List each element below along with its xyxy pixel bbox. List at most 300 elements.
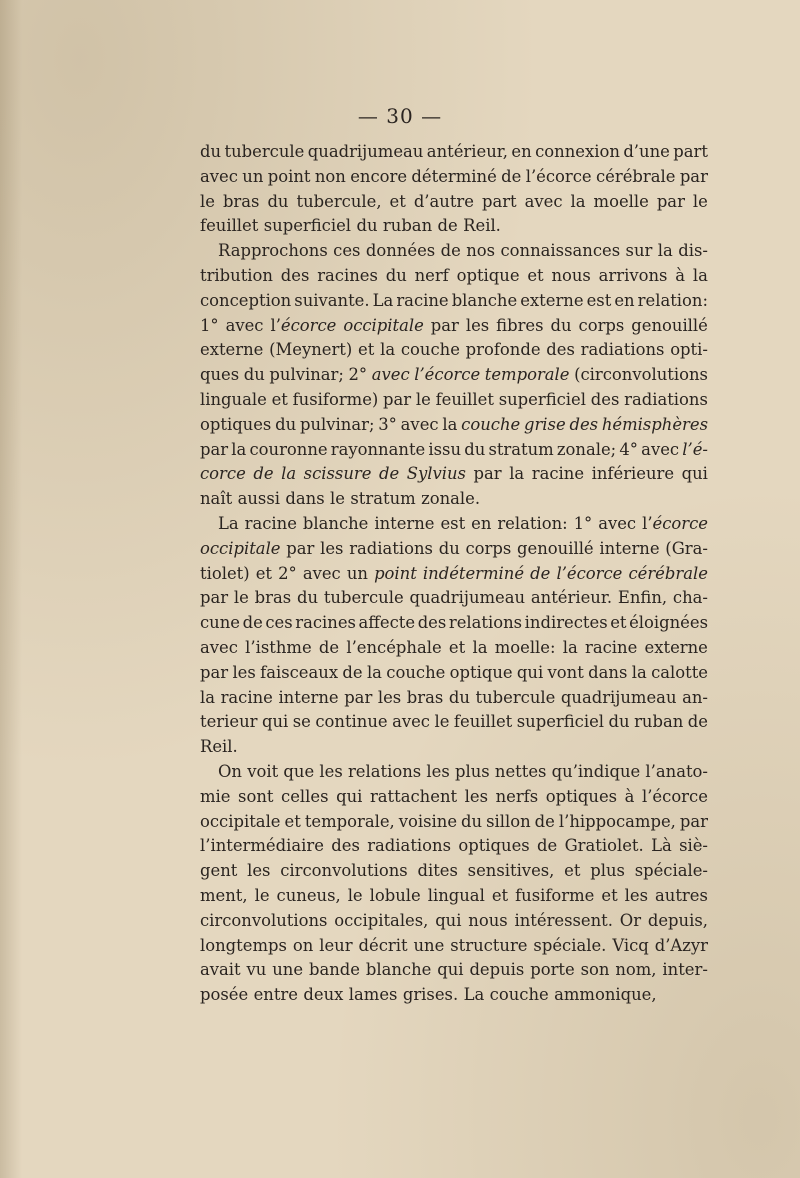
word: radiations [580,340,665,360]
word: l’écorce [270,315,337,335]
word: hémisphères [601,414,708,434]
word: depuis [469,960,525,980]
word: du [267,191,289,211]
word: du [461,811,483,831]
word: les [247,861,271,881]
word: lingual [427,885,485,905]
word: feuillet [200,216,259,236]
word: cérébrale [595,166,676,186]
word: à [675,265,686,285]
text-line [200,710,708,735]
word: dites [417,861,458,881]
word: de [342,662,363,682]
word: un [346,563,368,583]
word: radiations [367,836,451,856]
word: externe [520,290,584,310]
word: nos [466,241,496,261]
word: éloignées [629,613,708,633]
word: quadrijumeau [307,142,424,161]
word: gent [200,861,238,881]
word: en [614,290,635,310]
word: cune [200,613,240,633]
word: par [344,687,373,707]
word: racine [585,637,638,657]
word: avec [392,712,430,732]
word: stratum [350,489,416,509]
word: interne [278,687,339,707]
word: feuillet [435,389,494,409]
text-line [200,512,708,537]
word: occipitale [200,538,281,558]
text-line [200,859,708,884]
word: tubercule [475,687,556,707]
paragraph [200,512,708,760]
word: antérieur. [530,588,613,608]
word: nettes [494,761,547,781]
body-text [200,140,708,1008]
word: relations [347,761,422,781]
word: genouillé [631,315,708,335]
word: 3° [378,414,397,434]
word: inférieure [591,464,675,484]
word: 4° [619,439,638,459]
word: interne [599,538,660,558]
word: racines [295,613,356,633]
word: (circonvolutions [574,365,708,385]
word: naît [200,489,233,509]
word: des [590,389,620,409]
word: spéciale- [634,861,708,881]
word: une [413,935,445,955]
word: sont [238,786,274,806]
word: l’écorce [414,365,481,385]
word: bras [406,687,444,707]
word: radiations [349,538,433,558]
word: conception [200,290,292,310]
word: racine [531,464,585,484]
word: Là [651,836,672,856]
word: du [243,365,265,385]
word: rattachent [369,786,458,806]
word: et [564,861,581,881]
word: lobule [369,885,421,905]
word: structure [450,935,528,955]
text-line [200,562,708,587]
word: porte [530,960,575,980]
word: point [374,563,417,583]
word: vont [547,662,584,682]
word: affecte [358,613,416,633]
word: nous [551,265,591,285]
word: nom, [615,960,657,980]
word: en [511,142,532,161]
word: les [232,662,256,682]
word: on [292,935,314,955]
word: optique [449,662,513,682]
word: du [385,265,407,285]
word: couronne [249,439,328,459]
word: les [624,885,649,905]
text-line [200,785,708,810]
text-line [200,165,708,190]
word: externe [644,637,708,657]
text-line [200,884,708,909]
word: la [442,414,458,434]
word: le [692,191,708,211]
word: interne [374,513,435,533]
word: la [570,191,586,211]
word: et [601,885,618,905]
word: le [330,489,345,509]
word: avec [302,563,341,583]
word: par [200,588,229,608]
word: le [254,885,270,905]
word: avec [400,414,439,434]
text-line [200,909,708,934]
word: par [200,439,229,459]
word: celles [281,786,329,806]
word: blanche [365,960,432,980]
word: couche [386,662,446,682]
text-line [200,363,708,388]
word: dans [588,662,628,682]
text-line [200,314,708,339]
word: vu [246,960,267,980]
text-line [200,934,708,959]
word: l’écorce [641,786,708,806]
word: le [347,885,363,905]
word: du [438,538,460,558]
word: bras [254,588,292,608]
word: posée [200,985,249,1005]
word: superficiel [516,712,605,732]
word: relations [448,613,523,633]
word: l’isthme [245,637,312,657]
word: le [233,588,249,608]
word: racine [396,290,449,310]
text-line [200,661,708,686]
word: d’autre [413,191,474,211]
word: de [501,166,522,186]
word: tubercule [323,588,404,608]
word: qui [336,786,363,806]
word: les [320,538,344,558]
text-line [200,983,708,1008]
word: fusiforme) [292,389,379,409]
word: et [389,191,406,211]
word: couche [400,340,460,360]
word: tiolet) [200,563,250,583]
word: spéciale. [533,935,607,955]
word: de [378,464,400,484]
word: avec [225,315,264,335]
word: de [530,563,551,583]
word: faisceaux [260,662,339,682]
word: qui [681,464,708,484]
word: et [491,885,509,905]
word: les [426,761,450,781]
word: non [314,166,346,186]
word: voisine [398,811,458,831]
word: une [272,960,304,980]
word: des [417,613,447,633]
text-line [200,338,708,363]
word: part [673,142,708,161]
word: de [253,464,274,484]
word: corps [578,315,625,335]
word: encore [350,166,408,186]
word: qui [516,662,544,682]
word: grise [523,414,566,434]
word: bras [222,191,260,211]
word: la [657,241,673,261]
word: temporale [484,365,570,385]
word: du [356,216,378,236]
word: inter- [662,960,708,980]
word: des [546,340,575,360]
word: et [527,265,544,285]
word: lames [348,985,398,1005]
word: ces [265,613,293,633]
word: données [365,241,436,261]
word: et [610,613,627,633]
word: les [465,315,490,335]
word: par [383,389,412,409]
word: deux [303,985,344,1005]
word: depuis, [647,910,708,930]
word: du [296,588,319,608]
text-line [200,214,708,239]
word: l’hippocampe, [558,811,676,831]
word: de [534,811,555,831]
word: zonale. [421,489,481,509]
word: fibres [496,315,544,335]
word: an- [682,687,708,707]
word: scissure [303,464,372,484]
word: corps [465,538,512,558]
word: temporale, [304,811,395,831]
word: antérieur, [426,142,508,161]
word: 2° [278,563,297,583]
word: cuneus, [276,885,341,905]
word: Vicq [612,935,649,955]
word: du [200,142,222,161]
word: sur [625,241,653,261]
word: dans [285,489,325,509]
word: l’é- [682,439,708,459]
word: plus [454,761,490,781]
word: Sylvius [406,464,466,484]
word: d’Azyr [654,935,708,955]
word: la [472,637,488,657]
word: qui [261,712,289,732]
word: Gratiolet. [564,836,644,856]
word: plus [590,861,625,881]
word: l’anato- [645,761,708,781]
word: corce [200,464,246,484]
word: la [509,464,525,484]
word: le [415,389,431,409]
word: fusiforme [515,885,595,905]
word: des [331,836,360,856]
word: des [280,265,310,285]
word: blanche [302,513,369,533]
word: en [471,513,492,533]
text-line [200,636,708,661]
text-line [200,735,708,760]
text-line [200,264,708,289]
word: optiques [458,836,530,856]
word: pulvinar; [269,365,344,385]
word: qui [437,960,464,980]
word: 1° [573,513,593,533]
word: Enfin, [617,588,668,608]
word: optiques [545,786,618,806]
word: du [448,687,470,707]
word: la [562,637,578,657]
word: le [200,191,215,211]
word: sillon [486,811,531,831]
word: ques [200,365,240,385]
word: la [366,662,382,682]
word: avec [641,439,680,459]
word: occipitale [200,811,281,831]
word: avec [524,191,563,211]
word: son [580,960,610,980]
word: La [463,985,485,1005]
word: et [284,811,301,831]
word: les [319,761,343,781]
word: la [692,265,708,285]
word: stratum [488,439,554,459]
word: relation: [497,513,568,533]
word: cérébrale [628,563,708,583]
word: voit [247,761,279,781]
word: la [281,464,297,484]
paragraph [200,760,708,1008]
word: racine [244,513,297,533]
word: couche [489,985,549,1005]
word: La [372,290,394,310]
word: par [430,315,459,335]
text-line [200,586,708,611]
word: 1° [200,315,219,335]
word: occipitale [343,315,424,335]
text-line [200,388,708,413]
word: circonvolutions [280,861,408,881]
word: nerf [414,265,449,285]
word: superficiel [263,216,352,236]
word: circonvolutions [200,910,328,930]
word: point [267,166,311,186]
word: entre [253,985,298,1005]
word: cha- [672,588,708,608]
word: connaissances [500,241,621,261]
word: d’une [623,142,670,161]
word: dis- [678,241,708,261]
text-line [200,487,708,512]
word: les [464,786,489,806]
word: calotte [651,662,708,682]
word: grises. [402,985,459,1005]
word: nous [468,910,508,930]
word: relation: [637,290,708,310]
word: optique [456,265,520,285]
word: 2° [348,365,368,385]
text-line [200,958,708,983]
word: intéressent. [514,910,613,930]
word: et [358,340,375,360]
word: l’écorce [525,166,592,186]
word: feuillet [453,712,513,732]
word: (Meynert) [269,340,353,360]
word: moelle: [494,637,556,657]
text-line [200,462,708,487]
word: Or [619,910,642,930]
word: occipitales, [334,910,429,930]
word: arrivons [598,265,668,285]
word: racine [220,687,273,707]
word: de [687,712,708,732]
page-number: — 30 — [357,104,443,128]
word: de [437,216,458,236]
word: couche [461,414,521,434]
word: suivante. [294,290,370,310]
word: la [631,662,647,682]
word: ces [333,241,361,261]
word: moelle [593,191,649,211]
text-line [200,537,708,562]
text-line [200,190,708,215]
word: du [275,414,297,434]
word: et [271,389,288,409]
word: tubercule [224,142,305,161]
word: déterminé [411,166,497,186]
text-line [200,611,708,636]
word: leur [319,935,353,955]
word: terieur [200,712,258,732]
word: l’encéphale [346,637,442,657]
word: La [218,513,239,533]
word: et [255,563,273,583]
word: superficiel [498,389,586,409]
word: (Gra- [665,538,708,558]
word: autres [655,885,708,905]
word: est [586,290,612,310]
text-line [200,289,708,314]
word: On [218,761,242,781]
word: quadrijumeau [560,687,677,707]
word: la [380,340,396,360]
word: est [440,513,466,533]
word: longtemps [200,935,287,955]
word: externe [200,340,264,360]
word: continue [315,712,388,732]
word: un [242,166,264,186]
word: linguale [200,389,267,409]
word: rayonnante [330,439,426,459]
word: Rapprochons [218,241,328,261]
word: ruban [382,216,433,236]
word: du [608,712,630,732]
word: par [656,191,685,211]
text-line [200,810,708,835]
word: aussi [237,489,280,509]
word: par [679,166,708,186]
word: blanche [451,290,518,310]
word: de [242,613,263,633]
word: quadrijumeau [409,588,526,608]
